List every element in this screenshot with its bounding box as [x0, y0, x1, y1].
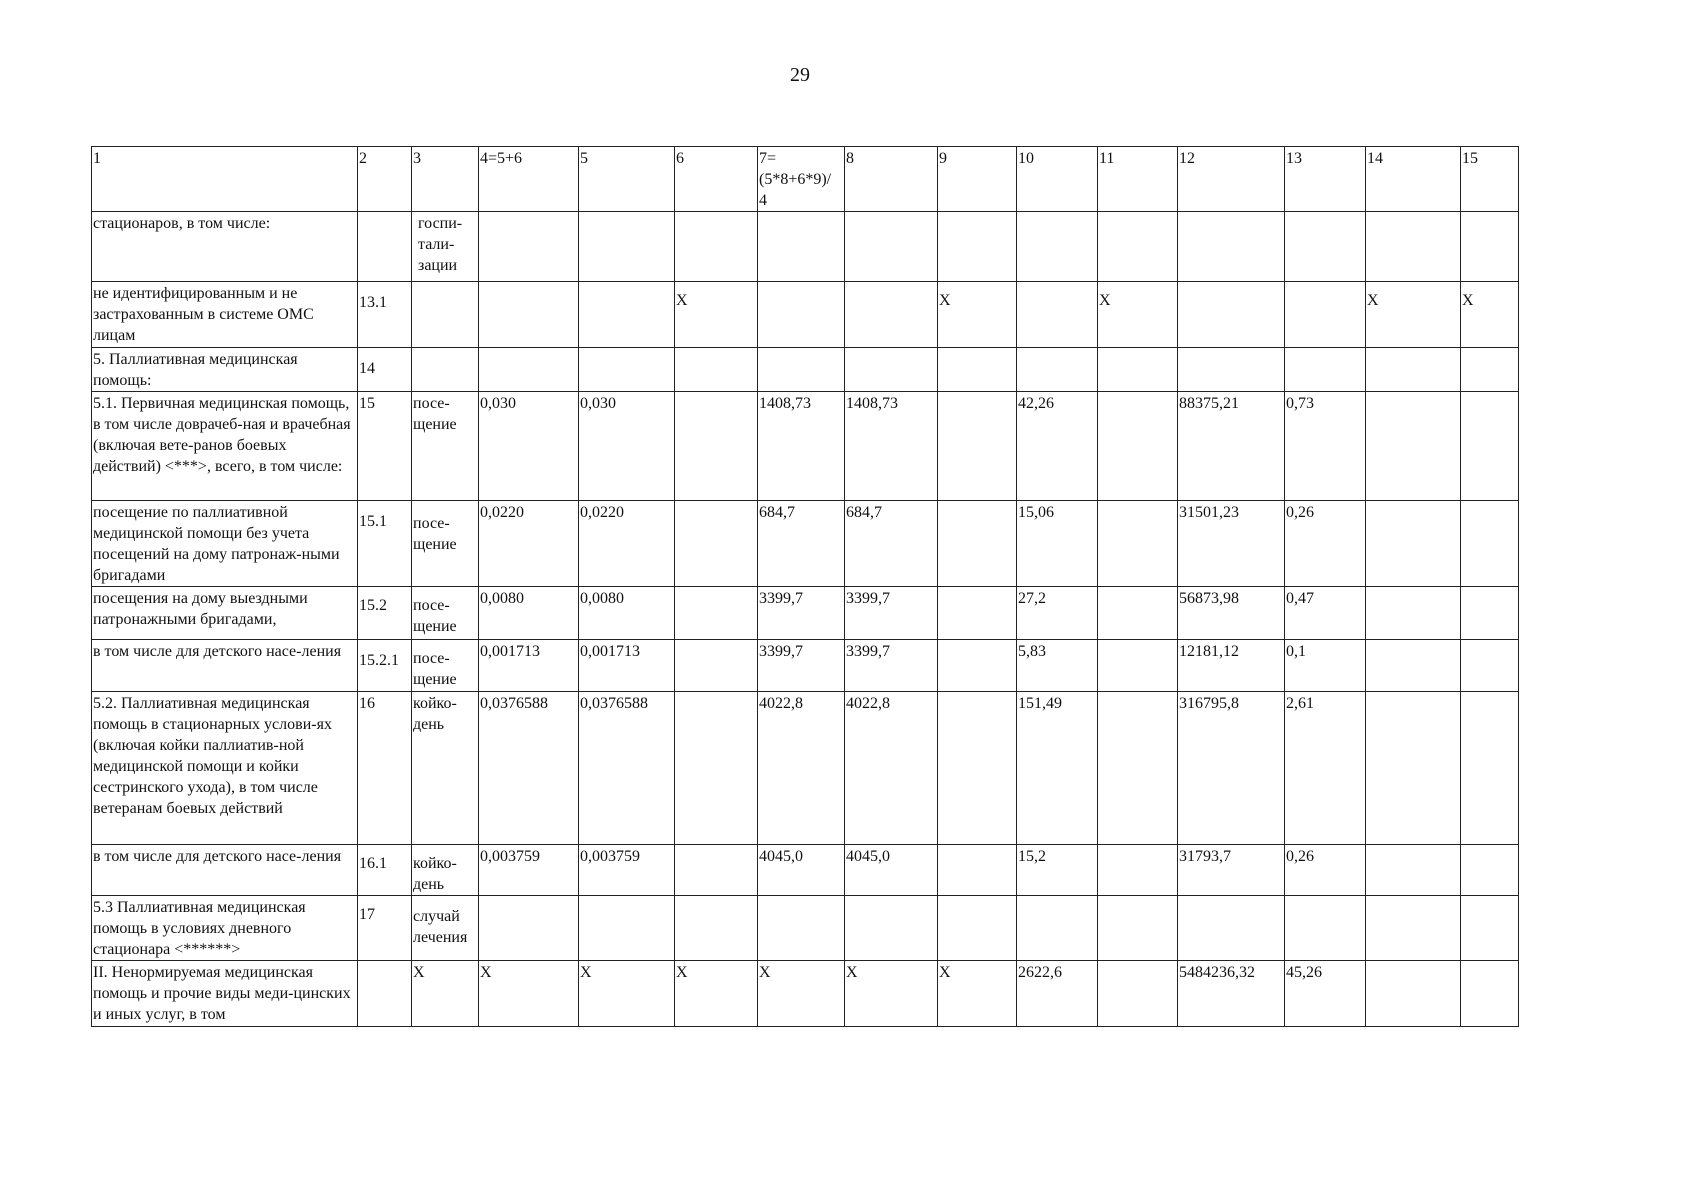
row-name: 5.1. Первичная медицинская помощь, в том числе доврачеб-ная и врачебная (включая вете-ранов боевых действий) <***>, всего, в том числе:: [92, 392, 358, 501]
cell: [1461, 348, 1519, 392]
cell: [1366, 896, 1461, 961]
cell: [1366, 392, 1461, 501]
row-number: 13.1: [358, 282, 412, 348]
page-number: 29: [790, 64, 810, 86]
cell: 0,003759: [579, 845, 675, 896]
row-unit: [412, 348, 479, 392]
cell: 0,0220: [479, 501, 579, 587]
cell: [938, 845, 1017, 896]
table-row: [92, 501, 1519, 587]
cell: [675, 845, 758, 896]
cell: [1366, 212, 1461, 282]
cell: [1461, 392, 1519, 501]
cell: [1178, 896, 1285, 961]
table-row: [92, 392, 1519, 501]
cell: 31793,7: [1178, 845, 1285, 896]
cell: 0,26: [1285, 501, 1366, 587]
cell: Х: [1366, 282, 1461, 348]
cell: [579, 282, 675, 348]
cell: [1461, 640, 1519, 692]
table-row: [92, 692, 1519, 845]
cell: 27,2: [1017, 587, 1098, 640]
row-name: 5. Паллиативная медицинская помощь:: [92, 348, 358, 392]
cell: 0,030: [479, 392, 579, 501]
cell: 56873,98: [1178, 587, 1285, 640]
cell: [675, 212, 758, 282]
table-row: [92, 348, 1519, 392]
cell: [1285, 212, 1366, 282]
row-number: 16: [358, 692, 412, 845]
row-number: [358, 212, 412, 282]
col-header: 11: [1098, 147, 1178, 212]
row-name: стационаров, в том числе:: [92, 212, 358, 282]
cell: [675, 587, 758, 640]
cell: [758, 348, 845, 392]
row-number: 16.1: [358, 845, 412, 896]
row-number: 14: [358, 348, 412, 392]
row-number: 15.2.1: [358, 640, 412, 692]
row-number: 17: [358, 896, 412, 961]
cell: 0,73: [1285, 392, 1366, 501]
cell: [1098, 961, 1178, 1027]
cell: [1098, 640, 1178, 692]
table-row: [92, 587, 1519, 640]
cell: [1098, 692, 1178, 845]
cell: [845, 348, 938, 392]
row-name: не идентифицированным и не застрахованным в системе ОМС лицам: [92, 282, 358, 348]
cell: 1408,73: [758, 392, 845, 501]
col-header: 15: [1461, 147, 1519, 212]
cell: [1017, 896, 1098, 961]
cell: [1366, 845, 1461, 896]
cell: Х: [938, 282, 1017, 348]
cell: Х: [675, 282, 758, 348]
cell: 0,001713: [479, 640, 579, 692]
cell: 88375,21: [1178, 392, 1285, 501]
row-unit: посе- щение: [412, 392, 479, 501]
cell: [675, 348, 758, 392]
cell: [675, 392, 758, 501]
row-name: 5.2. Паллиативная медицинская помощь в стационарных услови-ях (включая койки паллиатив-ной медицинской помощи и койки сестринского ухода), в том числе ветеранам боевых действий: [92, 692, 358, 845]
cell: 15,06: [1017, 501, 1098, 587]
cell: [938, 587, 1017, 640]
row-name: II. Ненормируемая медицинская помощь и прочие виды меди-цинских и иных услуг, в том: [92, 961, 358, 1027]
cell: [1461, 961, 1519, 1027]
col-header: 8: [845, 147, 938, 212]
row-unit: [412, 282, 479, 348]
cell: 3399,7: [758, 640, 845, 692]
cell: [938, 896, 1017, 961]
cell: 4022,8: [758, 692, 845, 845]
cell: [1098, 845, 1178, 896]
cell: 151,49: [1017, 692, 1098, 845]
cell: Х: [938, 961, 1017, 1027]
cell: [1366, 348, 1461, 392]
cell: [938, 692, 1017, 845]
cell: [1178, 348, 1285, 392]
cell: [938, 640, 1017, 692]
table-row: [92, 896, 1519, 961]
cell: [1017, 212, 1098, 282]
cell: 0,1: [1285, 640, 1366, 692]
cell: [1178, 212, 1285, 282]
cell: 42,26: [1017, 392, 1098, 501]
cell: [675, 640, 758, 692]
header-row: [92, 147, 1519, 212]
cell: 4045,0: [845, 845, 938, 896]
row-unit: посе- щение: [412, 587, 479, 640]
cell: [1017, 282, 1098, 348]
cell: [675, 501, 758, 587]
cell: Х: [479, 961, 579, 1027]
row-name: в том числе для детского насе-ления: [92, 640, 358, 692]
cell: [1285, 348, 1366, 392]
cell: [845, 896, 938, 961]
col-header: 10: [1017, 147, 1098, 212]
cell: [675, 896, 758, 961]
row-name: в том числе для детского насе-ления: [92, 845, 358, 896]
col-header: 2: [358, 147, 412, 212]
col-header: 4=5+6: [479, 147, 579, 212]
col-header: 14: [1366, 147, 1461, 212]
cell: 0,001713: [579, 640, 675, 692]
cell: 4045,0: [758, 845, 845, 896]
col-header: 13: [1285, 147, 1366, 212]
row-name: 5.3 Паллиативная медицинская помощь в условиях дневного стационара <******>: [92, 896, 358, 961]
cell: [758, 282, 845, 348]
cell: Х: [758, 961, 845, 1027]
cell: 0,030: [579, 392, 675, 501]
cell: 2,61: [1285, 692, 1366, 845]
cell: [938, 348, 1017, 392]
cell: Х: [845, 961, 938, 1027]
cell: [1461, 501, 1519, 587]
col-header: 6: [675, 147, 758, 212]
cell: 0,0080: [579, 587, 675, 640]
cell: [758, 896, 845, 961]
row-unit: Х: [412, 961, 479, 1027]
row-unit: койко- день: [412, 692, 479, 845]
cell: [1285, 282, 1366, 348]
cell: 31501,23: [1178, 501, 1285, 587]
row-number: 15: [358, 392, 412, 501]
row-unit: койко- день: [412, 845, 479, 896]
cell: [1461, 587, 1519, 640]
row-unit: госпи- тали- зации: [412, 212, 479, 282]
cell: 3399,7: [845, 587, 938, 640]
cell: [1285, 896, 1366, 961]
cell: [1366, 587, 1461, 640]
cell: [1366, 640, 1461, 692]
cell: 4022,8: [845, 692, 938, 845]
cell: 45,26: [1285, 961, 1366, 1027]
row-unit: посе- щение: [412, 501, 479, 587]
cell: 3399,7: [758, 587, 845, 640]
table-row: [92, 845, 1519, 896]
cell: 0,0376588: [579, 692, 675, 845]
cell: [579, 212, 675, 282]
cell: [479, 896, 579, 961]
row-number: 15.1: [358, 501, 412, 587]
cell: [1461, 896, 1519, 961]
row-number: [358, 961, 412, 1027]
cell: [758, 212, 845, 282]
cell: 0,47: [1285, 587, 1366, 640]
cell: 5,83: [1017, 640, 1098, 692]
cell: 684,7: [758, 501, 845, 587]
cell: Х: [579, 961, 675, 1027]
row-name: посещение по паллиативной медицинской помощи без учета посещений на дому патронаж-ными бригадами: [92, 501, 358, 587]
cell: 0,003759: [479, 845, 579, 896]
cell: [579, 348, 675, 392]
table-row: [92, 961, 1519, 1027]
col-header: 7= (5*8+6*9)/ 4: [758, 147, 845, 212]
col-header: 12: [1178, 147, 1285, 212]
cell: [845, 212, 938, 282]
cell: 0,0220: [579, 501, 675, 587]
cell: 0,26: [1285, 845, 1366, 896]
cell: [675, 692, 758, 845]
cell: 0,0080: [479, 587, 579, 640]
cell: Х: [675, 961, 758, 1027]
cell: [479, 348, 579, 392]
cell: [1366, 501, 1461, 587]
col-header: 9: [938, 147, 1017, 212]
cell: [1461, 692, 1519, 845]
cell: [579, 896, 675, 961]
col-header: 3: [412, 147, 479, 212]
cell: [1461, 212, 1519, 282]
cell: [938, 392, 1017, 501]
row-unit: случай лечения: [412, 896, 479, 961]
cell: [479, 282, 579, 348]
cell: [1098, 501, 1178, 587]
data-table: [91, 146, 1519, 1027]
cell: Х: [1461, 282, 1519, 348]
col-header: 1: [92, 147, 358, 212]
cell: [938, 501, 1017, 587]
cell: [1178, 282, 1285, 348]
cell: [1098, 587, 1178, 640]
cell: [1366, 692, 1461, 845]
cell: [845, 282, 938, 348]
cell: 316795,8: [1178, 692, 1285, 845]
cell: [938, 212, 1017, 282]
cell: [1098, 392, 1178, 501]
cell: [1017, 348, 1098, 392]
col-header: 5: [579, 147, 675, 212]
cell: [1098, 896, 1178, 961]
cell: 3399,7: [845, 640, 938, 692]
cell: 12181,12: [1178, 640, 1285, 692]
cell: 15,2: [1017, 845, 1098, 896]
cell: [479, 212, 579, 282]
row-name: посещения на дому выездными патронажными бригадами,: [92, 587, 358, 640]
table-row: [92, 282, 1519, 348]
cell: 2622,6: [1017, 961, 1098, 1027]
cell: [1098, 348, 1178, 392]
cell: [1366, 961, 1461, 1027]
cell: 684,7: [845, 501, 938, 587]
table-row: [92, 640, 1519, 692]
row-unit: посе- щение: [412, 640, 479, 692]
cell: 5484236,32: [1178, 961, 1285, 1027]
cell: 0,0376588: [479, 692, 579, 845]
cell: Х: [1098, 282, 1178, 348]
cell: [1098, 212, 1178, 282]
cell: 1408,73: [845, 392, 938, 501]
table-row: [92, 212, 1519, 282]
cell: [1461, 845, 1519, 896]
row-number: 15.2: [358, 587, 412, 640]
